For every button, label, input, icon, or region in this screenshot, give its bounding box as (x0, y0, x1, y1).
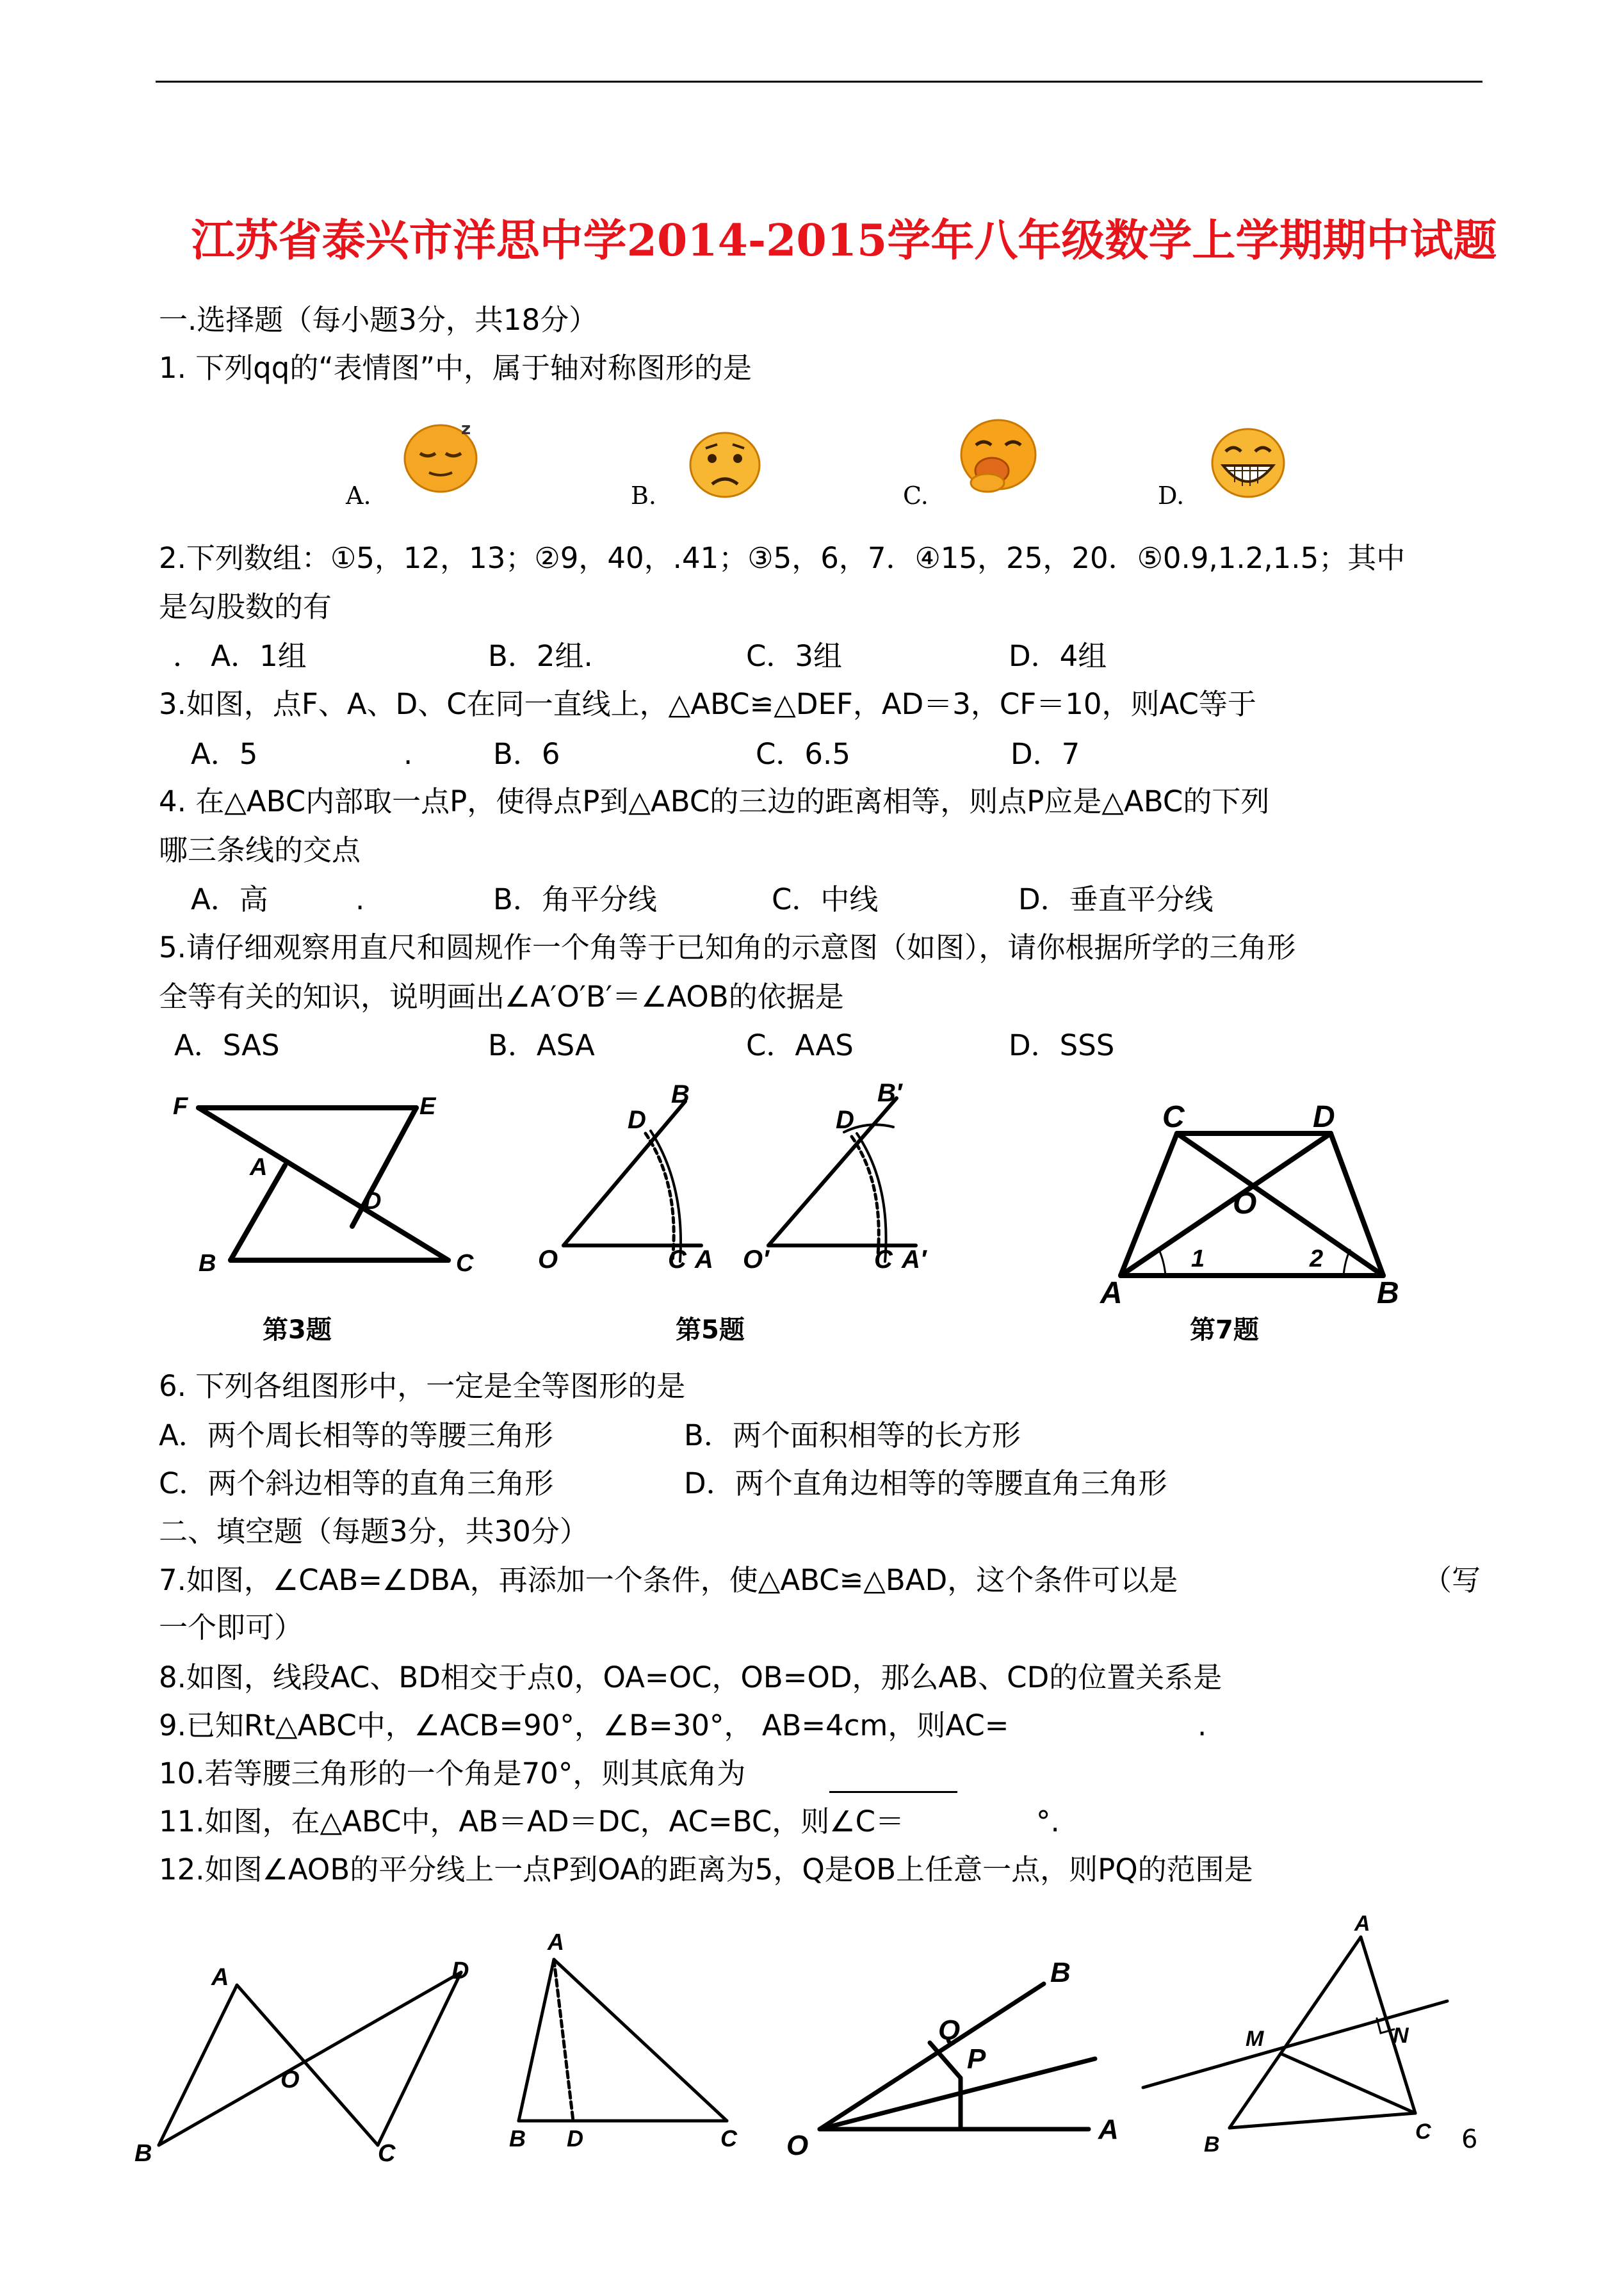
q5-option-a: A．SAS (174, 1028, 280, 1062)
question-5-line1: 5.请仔细观察用直尺和圆规作一个角等于已知角的示意图（如图），请你根据所学的三角形 (159, 930, 1296, 964)
fig5-caption: 第5题 (676, 1315, 745, 1345)
fig8-label-o: O (280, 2066, 300, 2093)
q5-option-b: B．ASA (488, 1028, 595, 1062)
fig13-label-a: A (1354, 1911, 1370, 1936)
page-title: 江苏省泰兴市洋思中学2014-2015学年八年级数学上学期期中试题 (191, 215, 1497, 266)
question-7-tail: （写 (1423, 1563, 1481, 1597)
fig7-label-angle1: 1 (1191, 1245, 1205, 1272)
fig13-label-n: N (1393, 2023, 1409, 2048)
sad-face-icon (686, 429, 763, 501)
q10-answer-blank (829, 1791, 957, 1793)
figure-q5 (532, 1076, 980, 1287)
question-7-line1: 7.如图，∠CAB=∠DBA，再添加一个条件，使△ABC≌△BAD，这个条件可以是 (159, 1563, 1178, 1597)
question-5-line2: 全等有关的知识，说明画出∠A′O′B′＝∠AOB的依据是 (159, 980, 844, 1014)
fig3-label-b: B (199, 1250, 216, 1277)
question-11: 11.如图，在△ABC中，AB＝AD＝DC，AC=BC，则∠C＝ (159, 1804, 905, 1838)
q5-option-d: D．SSS (1009, 1028, 1115, 1062)
question-1: 1. 下列qq的“表情图”中，属于轴对称图形的是 (159, 351, 752, 385)
fig3-label-d: D (364, 1188, 382, 1215)
question-2-line2: 是勾股数的有 (159, 590, 332, 624)
page-number: 6 (1461, 2125, 1478, 2154)
fig8-label-a: A (211, 1964, 229, 1991)
fig7-caption: 第7题 (1190, 1315, 1259, 1345)
figure-q13 (1133, 1905, 1466, 2161)
fig5-label-b-prime: B′ (877, 1079, 902, 1107)
fig5-label-a: A (695, 1245, 713, 1274)
figure-q7 (1095, 1089, 1454, 1306)
q2-option-a: ． A．1组 (173, 639, 307, 673)
fig11-label-b: B (509, 2125, 526, 2152)
q5-option-c: C．AAS (746, 1028, 854, 1062)
fig12-label-a: A (1098, 2114, 1119, 2145)
fig11-label-d: D (567, 2125, 583, 2152)
question-9-end: . (1198, 1708, 1207, 1742)
q4-option-a: A．高 (191, 882, 268, 916)
q3-option-a: A．5 (191, 737, 258, 771)
q4-option-b: B．角平分线 (493, 882, 657, 916)
figure-q11 (506, 1921, 762, 2152)
fig11-label-c: C (720, 2125, 737, 2152)
question-9: 9.已知Rt△ABC中，∠ACB=90°，∠B=30°， AB=4cm，则AC= (159, 1708, 1009, 1742)
q2-option-b: B．2组. (488, 639, 593, 673)
q3-option-d: D．7 (1011, 737, 1080, 771)
fig7-label-c: C (1162, 1100, 1185, 1134)
fig13-label-c: C (1415, 2120, 1431, 2144)
question-10: 10.若等腰三角形的一个角是70°，则其底角为 (159, 1756, 746, 1790)
q6-option-b: B．两个面积相等的长方形 (684, 1418, 1021, 1452)
fig8-label-d: D (451, 1958, 469, 1984)
fig5-label-o: O (538, 1245, 558, 1274)
fig3-label-f: F (173, 1093, 188, 1120)
q6-option-c: C．两个斜边相等的直角三角形 (159, 1466, 554, 1500)
header-rule (156, 81, 1482, 83)
fig3-label-e: E (419, 1093, 436, 1120)
section-choice-heading: 一.选择题（每小题3分，共18分） (159, 303, 598, 337)
question-6: 6. 下列各组图形中，一定是全等图形的是 (159, 1369, 686, 1403)
fig5-label-o-prime: O′ (743, 1245, 769, 1274)
laughing-face-icon (957, 416, 1040, 496)
question-12: 12.如图∠AOB的平分线上一点P到OA的距离为5，Q是OB上任意一点，则PQ的范围是 (159, 1853, 1253, 1886)
question-4-line2: 哪三条线的交点 (159, 833, 361, 867)
question-3: 3.如图，点F、A、D、C在同一直线上，△ABC≌△DEF，AD＝3，CF＝10，则AC等于 (159, 687, 1256, 721)
fig5-label-b: B (671, 1080, 690, 1108)
fig7-label-a: A (1100, 1276, 1123, 1306)
fig5-label-c2: C (874, 1245, 893, 1274)
q4-stray-dot: . (355, 882, 365, 916)
fig13-label-b: B (1204, 2132, 1220, 2157)
fig11-label-a: A (548, 1929, 564, 1955)
fig5-label-a-prime: A′ (902, 1245, 927, 1274)
fig5-label-d: D (628, 1106, 646, 1134)
q6-option-a: A．两个周长相等的等腰三角形 (159, 1418, 553, 1452)
fig7-label-angle2: 2 (1310, 1245, 1324, 1272)
q4-option-c: C．中线 (772, 882, 879, 916)
question-11-end: °. (1036, 1804, 1060, 1838)
fig13-label-m: M (1246, 2027, 1264, 2051)
figure-q8 (128, 1947, 493, 2164)
fig8-label-c: C (378, 2140, 396, 2164)
fig12-label-b: B (1050, 1957, 1071, 1988)
grinning-face-icon (1209, 426, 1287, 501)
svg-text:z: z (461, 420, 471, 439)
fig12-label-q: Q (938, 2015, 961, 2046)
q1-option-a-label: A. (346, 482, 371, 510)
q1-option-c-label: C. (903, 482, 929, 510)
q2-option-c: C．3组 (746, 639, 843, 673)
fig5-label-c: C (668, 1245, 686, 1274)
question-4-line1: 4. 在△ABC内部取一点P，使得点P到△ABC的三边的距离相等，则点P应是△ABC的下列 (159, 784, 1270, 818)
q3-option-b: B．6 (493, 737, 560, 771)
fig3-caption: 第3题 (263, 1315, 332, 1345)
fig5-label-d2: D (836, 1106, 854, 1134)
fig3-label-a: A (250, 1154, 268, 1181)
section-fill-heading: 二、填空题（每题3分，共30分） (159, 1514, 589, 1548)
fig7-label-o: O (1233, 1187, 1257, 1220)
q6-option-d: D．两个直角边相等的等腰直角三角形 (684, 1466, 1167, 1500)
question-2-line1: 2.下列数组：①5，12，13；②9，40，.41；③5，6，7．④15，25，20．⑤0.9,1.2,1.5；其中 (159, 541, 1406, 575)
question-8: 8.如图，线段AC、BD相交于点0，OA=OC，OB=OD，那么AB、CD的位置关系是 (159, 1660, 1222, 1694)
fig7-label-d: D (1313, 1100, 1335, 1134)
figure-q12 (775, 1934, 1133, 2164)
q2-option-d: D．4组 (1009, 639, 1107, 673)
fig3-label-c: C (456, 1250, 474, 1277)
q1-option-d-label: D. (1158, 482, 1185, 510)
question-7-line2: 一个即可） (159, 1610, 304, 1644)
figure-q3 (160, 1089, 493, 1281)
q3-stray-dot: . (403, 737, 413, 771)
fig7-label-b: B (1377, 1276, 1399, 1306)
q1-option-b-label: B. (631, 482, 657, 510)
fig12-label-p: P (967, 2043, 986, 2075)
sleepy-face-icon (402, 420, 482, 494)
q3-option-c: C．6.5 (756, 737, 850, 771)
fig8-label-b: B (134, 2140, 152, 2164)
fig12-label-o: O (786, 2130, 809, 2161)
q4-option-d: D．垂直平分线 (1018, 882, 1214, 916)
